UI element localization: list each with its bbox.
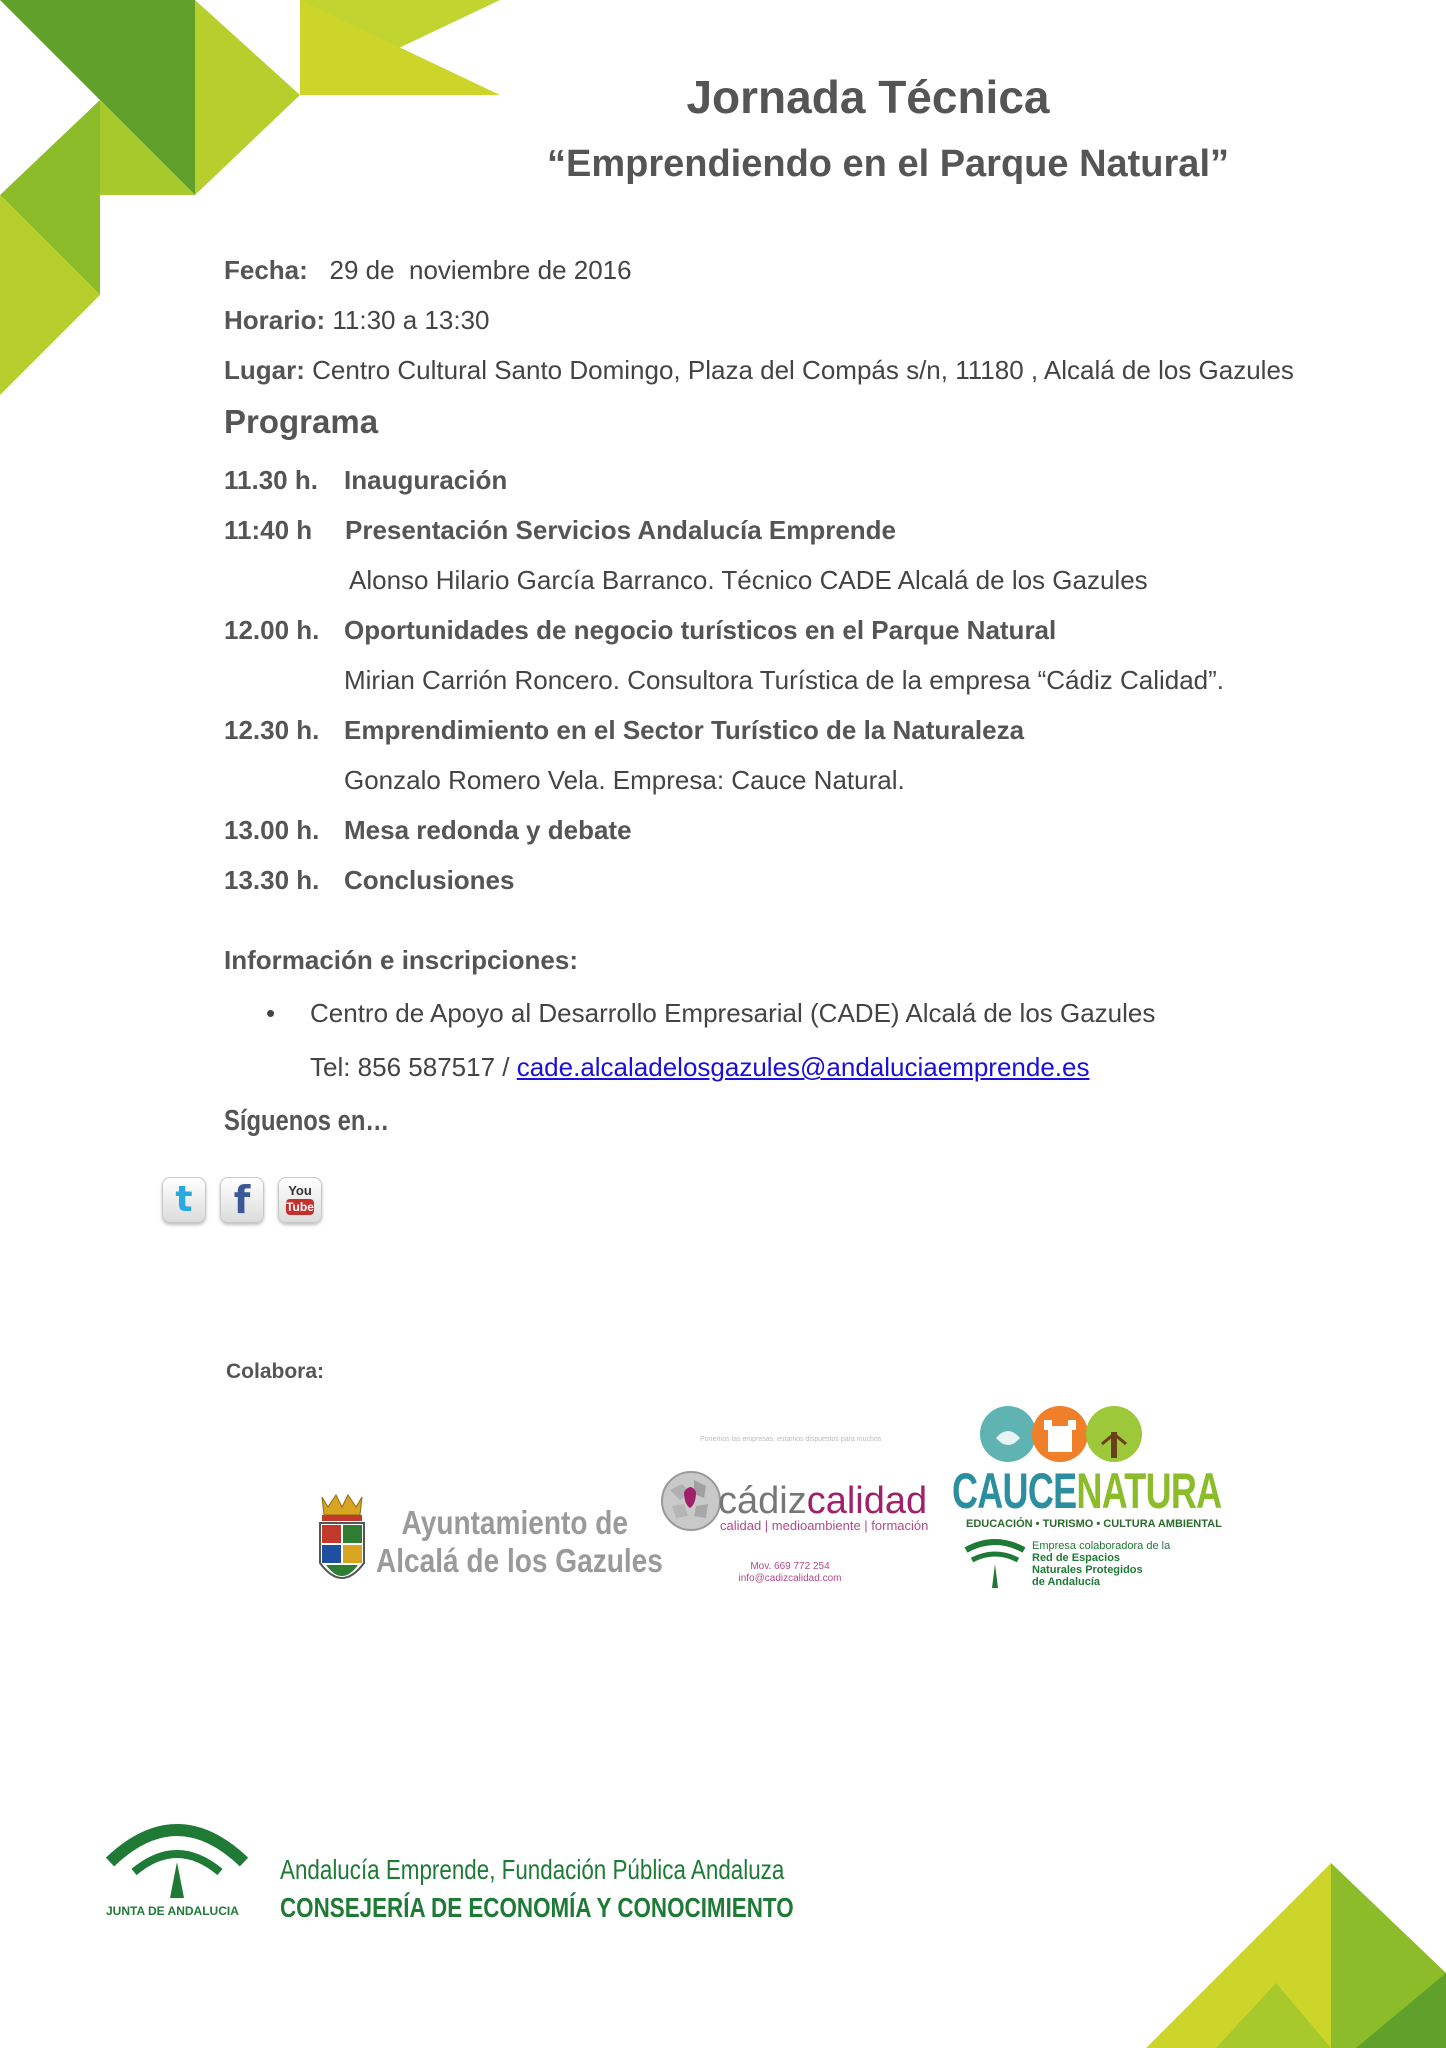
program-item bbox=[224, 865, 514, 896]
program-title: Oportunidades de negocio turísticos en el Parque Natural bbox=[344, 615, 1057, 645]
lugar-label: Lugar: bbox=[224, 355, 305, 385]
fecha-value: 29 de noviembre de 2016 bbox=[329, 255, 632, 285]
cauce-sub: EDUCACIÓN • TURISMO • CULTURA AMBIENTAL bbox=[966, 1518, 1222, 1530]
colabora-label: Colabora: bbox=[226, 1360, 325, 1383]
program-time: 11:40 h bbox=[224, 515, 313, 545]
program-item bbox=[224, 815, 632, 846]
horario-label: Horario: bbox=[224, 305, 326, 335]
program-item bbox=[224, 465, 507, 496]
cadiz-contact bbox=[720, 1561, 860, 1585]
program-speaker: Alonso Hilario García Barranco. Técnico CADE Alcalá de los Gazules bbox=[349, 565, 1148, 595]
email-link[interactable]: cade.alcaladelosgazules@andaluciaemprende.es bbox=[516, 1052, 1090, 1082]
fecha-label: Fecha: bbox=[224, 255, 308, 285]
info-center: Centro de Apoyo al Desarrollo Empresarial (CADE) Alcalá de los Gazules bbox=[310, 998, 1156, 1028]
cadiz-email: info@cadizcalidad.com bbox=[738, 1573, 842, 1584]
lugar-line bbox=[224, 355, 1294, 386]
cadiz-name-2: calidad bbox=[806, 1480, 928, 1522]
youtube-glyph-top: You bbox=[288, 1183, 312, 1198]
cadiz-sub: calidad | medioambiente | formación bbox=[720, 1518, 929, 1533]
cadiz-name bbox=[718, 1480, 927, 1523]
cadiz-globe-icon bbox=[660, 1470, 722, 1532]
facebook-glyph: f bbox=[233, 1178, 251, 1222]
cauce-icons bbox=[978, 1402, 1144, 1464]
program-item bbox=[224, 515, 896, 546]
title-block bbox=[0, 70, 1446, 124]
horario-line bbox=[224, 305, 489, 336]
program-speaker: Mirian Carrión Roncero. Consultora Turística de la empresa “Cádiz Calidad”. bbox=[344, 665, 1225, 695]
cauce-name bbox=[952, 1462, 1221, 1520]
program-time: 12.30 h. bbox=[224, 715, 320, 745]
ayuntamiento-text-1: Ayuntamiento de bbox=[401, 1504, 628, 1541]
youtube-glyph-bottom: Tube bbox=[286, 1200, 314, 1214]
lugar-value: Centro Cultural Santo Domingo, Plaza del Compás s/n, 11180 , Alcalá de los Gazules bbox=[312, 355, 1294, 385]
page-title: Jornada Técnica bbox=[686, 71, 1050, 123]
program-speaker: Gonzalo Romero Vela. Empresa: Cauce Natural. bbox=[344, 765, 905, 795]
program-time: 12.00 h. bbox=[224, 615, 320, 645]
cadiz-phone: Mov. 669 772 254 bbox=[750, 1561, 830, 1572]
footer-line1: Andalucía Emprende, Fundación Pública Andaluza bbox=[280, 1854, 785, 1885]
social-heading: Síguenos en… bbox=[224, 1105, 390, 1137]
ayuntamiento-line2: Alcalá de los Gazules bbox=[376, 1542, 663, 1579]
coat-of-arms-icon bbox=[316, 1493, 368, 1595]
program-title: Presentación Servicios Andalucía Emprende bbox=[345, 515, 897, 545]
cauce-red-3: Naturales Protegidos bbox=[1032, 1564, 1143, 1576]
footer-line2: CONSEJERÍA DE ECONOMÍA Y CONOCIMIENTO bbox=[280, 1892, 794, 1923]
facebook-icon[interactable] bbox=[220, 1177, 264, 1223]
info-bullet: • bbox=[266, 998, 276, 1028]
page-subtitle: “Emprendiendo en el Parque Natural” bbox=[546, 143, 1230, 185]
horario-value: 11:30 a 13:30 bbox=[332, 305, 490, 335]
program-item bbox=[224, 615, 1056, 646]
red-espacios-icon bbox=[962, 1538, 1028, 1594]
twitter-icon[interactable] bbox=[162, 1177, 206, 1223]
program-time: 11.30 h. bbox=[224, 465, 318, 495]
youtube-icon[interactable] bbox=[278, 1177, 322, 1223]
junta-andalucia-icon bbox=[104, 1818, 250, 1900]
program-title: Emprendimiento en el Sector Turístico de la Naturaleza bbox=[344, 715, 1025, 745]
program-item bbox=[224, 715, 1024, 746]
program-time: 13.30 h. bbox=[224, 865, 320, 895]
cauce-red bbox=[1032, 1540, 1170, 1588]
twitter-glyph: t bbox=[175, 1179, 193, 1220]
cauce-red-1: Empresa colaboradora de la bbox=[1032, 1540, 1171, 1552]
cauce-red-2: Red de Espacios bbox=[1032, 1552, 1121, 1564]
cadiz-name-1: cádiz bbox=[718, 1480, 807, 1522]
fecha-line bbox=[224, 255, 632, 286]
junta-label: JUNTA DE ANDALUCIA bbox=[106, 1904, 239, 1918]
info-contact bbox=[310, 1052, 1090, 1083]
cadiz-tagline: Ponemos las empresas, estamos dispuestos para muchos bbox=[700, 1436, 882, 1443]
program-time: 13.00 h. bbox=[224, 815, 320, 845]
bottom-right-decoration bbox=[1146, 1863, 1446, 2048]
top-left-decoration bbox=[0, 0, 520, 400]
info-heading: Información e inscripciones: bbox=[224, 945, 578, 975]
cauce-red-4: de Andalucía bbox=[1032, 1576, 1101, 1588]
cauce-name-2: NATURA bbox=[1076, 1463, 1222, 1519]
info-tel: Tel: 856 587517 / bbox=[310, 1052, 517, 1082]
program-title: Inauguración bbox=[344, 465, 508, 495]
programa-heading: Programa bbox=[224, 403, 379, 440]
program-title: Mesa redonda y debate bbox=[344, 815, 632, 845]
cauce-name-1: CAUCE bbox=[952, 1463, 1077, 1519]
program-title: Conclusiones bbox=[344, 865, 515, 895]
ayuntamiento-line1 bbox=[376, 1504, 628, 1542]
